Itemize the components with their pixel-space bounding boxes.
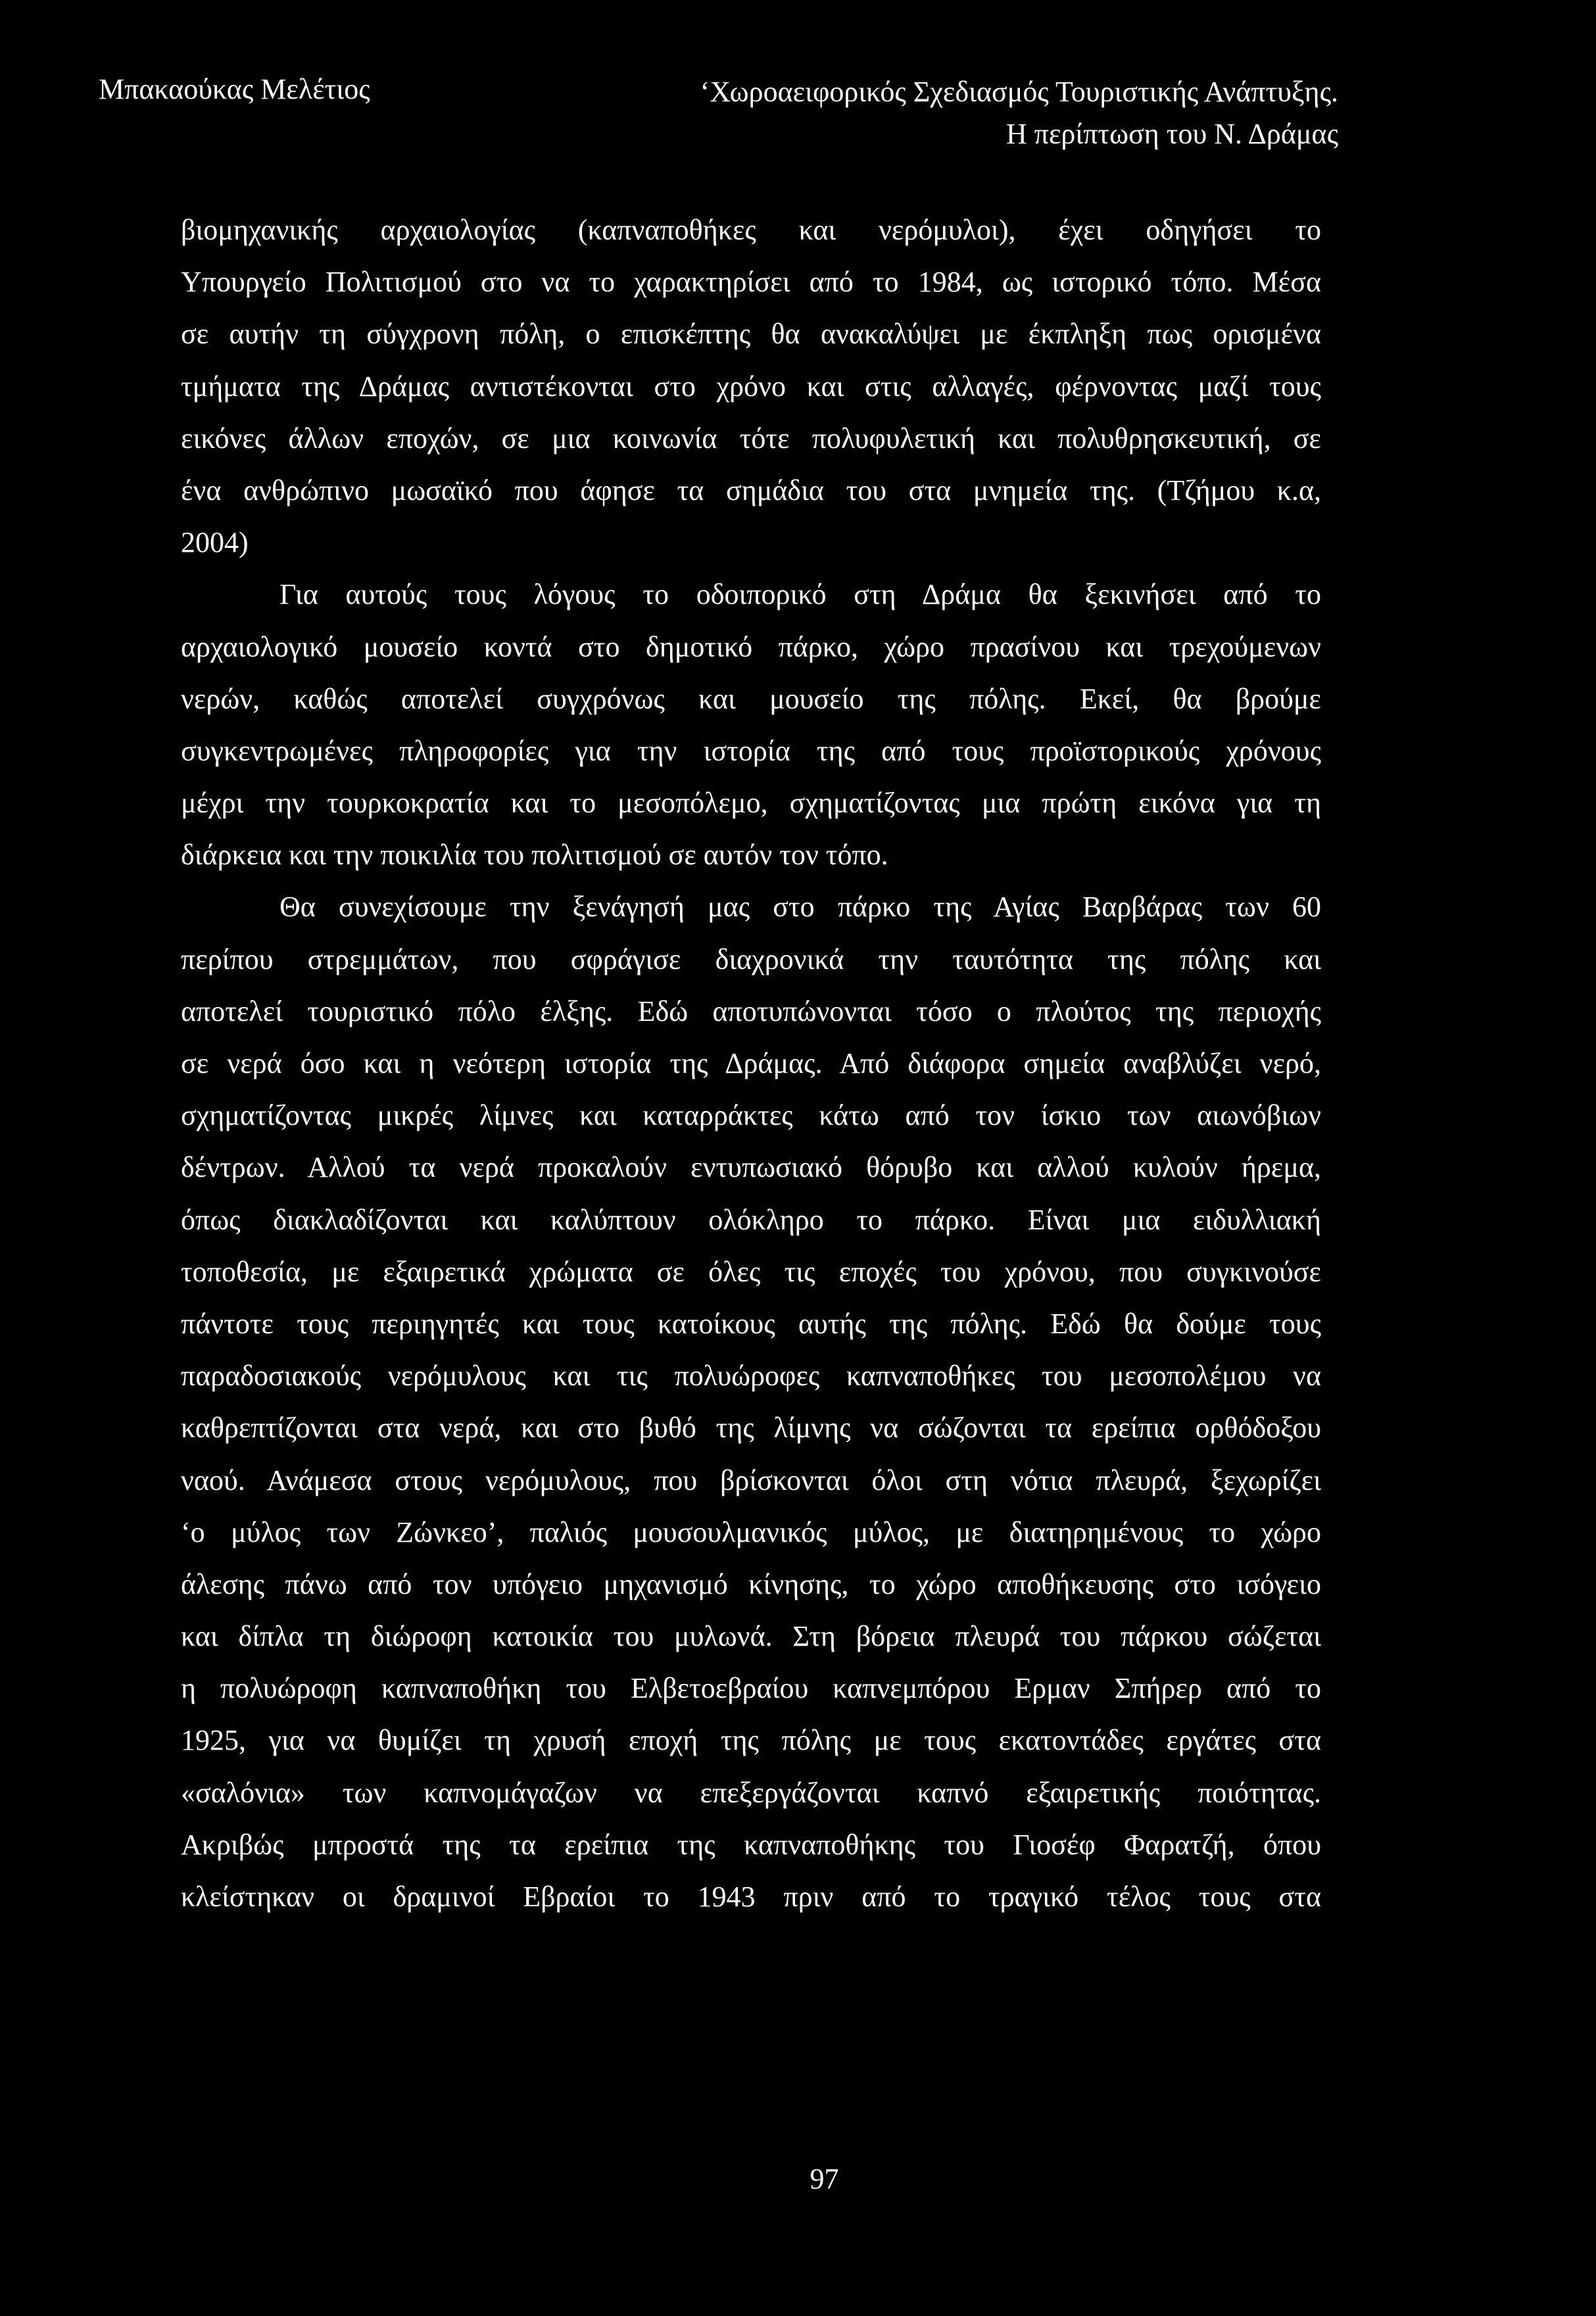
text-line: όπως διακλαδίζονται και καλύπτουν ολόκληρο το πάρκο. Είναι μια ειδυλλιακή [181,1203,1321,1236]
text-line: αποτελεί τουριστικό πόλο έλξης. Εδώ αποτυπώνονται τόσο ο πλούτος της περιοχής [181,995,1321,1027]
body-text [181,204,1321,1923]
text-line: άλεσης πάνω από τον υπόγειο μηχανισμό κίνησης, το χώρο αποθήκευσης στο ισόγειο [181,1567,1321,1600]
text-line: σχηματίζοντας μικρές λίμνες και καταρράκτες κάτω από τον ίσκιο των αιωνόβιων [181,1099,1321,1132]
text-line: παραδοσιακούς νερόμυλους και τις πολυώροφες καπναποθήκες του μεσοπολέμου να [181,1360,1321,1392]
text-line: δέντρων. Αλλού τα νερά προκαλούν εντυπωσιακό θόρυβο και αλλού κυλούν ήρεμα, [181,1151,1321,1184]
text-line: περίπου στρεμμάτων, που σφράγισε διαχρονικά την ταυτότητα της πόλης και [181,943,1321,975]
text-line: ναού. Ανάμεσα στους νερόμυλους, που βρίσκονται όλοι στη νότια πλευρά, ξεχωρίζει [181,1464,1321,1496]
text-line: Υπουργείο Πολιτισμού στο να το χαρακτηρίσει από το 1984, ως ιστορικό τόπο. Μέσα [181,266,1321,299]
paragraph-start-line: Για αυτούς τους λόγους το οδοιπορικό στη Δράμα θα ξεκινήσει από το [279,578,1321,611]
header-title [700,71,1338,155]
text-line: και δίπλα τη διώροφη κατοικία του μυλωνά. Στη βόρεια πλευρά του πάρκου σώζεται [181,1620,1321,1653]
text-line: ‘ο μύλος των Ζώνκεο’, παλιός μουσουλμανικός μύλος, με διατηρημένους το χώρο [181,1515,1321,1548]
text-line: 1925, για να θυμίζει τη χρυσή εποχή της πόλης με τους εκατοντάδες εργάτες στα [181,1724,1321,1757]
text-line: συγκεντρωμένες πληροφορίες για την ιστορία της από τους προϊστορικούς χρόνους [181,734,1321,767]
text-line: εικόνες άλλων εποχών, σε μια κοινωνία τότε πολυφυλετική και πολυθρησκευτική, σε [181,422,1321,455]
page-number: 97 [810,2163,839,2195]
paragraph-start-line: Θα συνεχίσουμε την ξενάγησή μας στο πάρκο της Αγίας Βαρβάρας των 60 [279,891,1321,924]
text-line: «σαλόνια» των καπνομάγαζων να επεξεργάζονται καπνό εξαιρετικής ποιότητας. [181,1776,1321,1809]
header-title-line-2: Η περίπτωση του Ν. Δράμας [1005,118,1338,150]
header-author: Μπακαούκας Μελέτιος [99,73,370,105]
header-title-line-1: ‘Χωροαειφορικός Σχεδιασμός Τουριστικής Ανάπτυξης. [700,76,1338,108]
text-line: σε αυτήν τη σύγχρονη πόλη, ο επισκέπτης θα ανακαλύψει με έκπληξη πως ορισμένα [181,318,1321,351]
text-line: 2004) [181,526,249,559]
text-line: διάρκεια και την ποικιλία του πολιτισμού σε αυτόν τον τόπο. [181,839,888,872]
text-line: σε νερά όσο και η νεότερη ιστορία της Δράμας. Από διάφορα σημεία αναβλύζει νερό, [181,1047,1321,1079]
text-line: ένα ανθρώπινο μωσαϊκό που άφησε τα σημάδια του στα μνημεία της. (Τζήμου κ.α, [181,474,1321,506]
text-line: μέχρι την τουρκοκρατία και το μεσοπόλεμο, σχηματίζοντας μια πρώτη εικόνα για τη [181,787,1321,820]
text-line: τμήματα της Δράμας αντιστέκονται στο χρόνο και στις αλλαγές, φέρνοντας μαζί τους [181,370,1321,403]
text-line: καθρεπτίζονται στα νερά, και στο βυθό της λίμνης να σώζονται τα ερείπια ορθόδοξου [181,1412,1321,1444]
text-line: η πολυώροφη καπναποθήκη του Ελβετοεβραίου καπνεμπόρου Ερμαν Σπήρερ από το [181,1672,1321,1705]
text-line: τοποθεσία, με εξαιρετικά χρώματα σε όλες τις εποχές του χρόνου, που συγκινούσε [181,1255,1321,1288]
text-line: αρχαιολογικό μουσείο κοντά στο δημοτικό πάρκο, χώρο πρασίνου και τρεχούμενων [181,630,1321,663]
text-line: πάντοτε τους περιηγητές και τους κατοίκους αυτής της πόλης. Εδώ θα δούμε τους [181,1307,1321,1340]
text-line: Ακριβώς μπροστά της τα ερείπια της καπναποθήκης του Γιοσέφ Φαρατζή, όπου [181,1828,1321,1861]
text-line: κλείστηκαν οι δραμινοί Εβραίοι το 1943 πριν από το τραγικό τέλος τους στα [181,1881,1321,1913]
text-line: βιομηχανικής αρχαιολογίας (καπναποθήκες και νερόμυλοι), έχει οδηγήσει το [181,214,1321,246]
text-line: νερών, καθώς αποτελεί συγχρόνως και μουσείο της πόλης. Εκεί, θα βρούμε [181,682,1321,715]
